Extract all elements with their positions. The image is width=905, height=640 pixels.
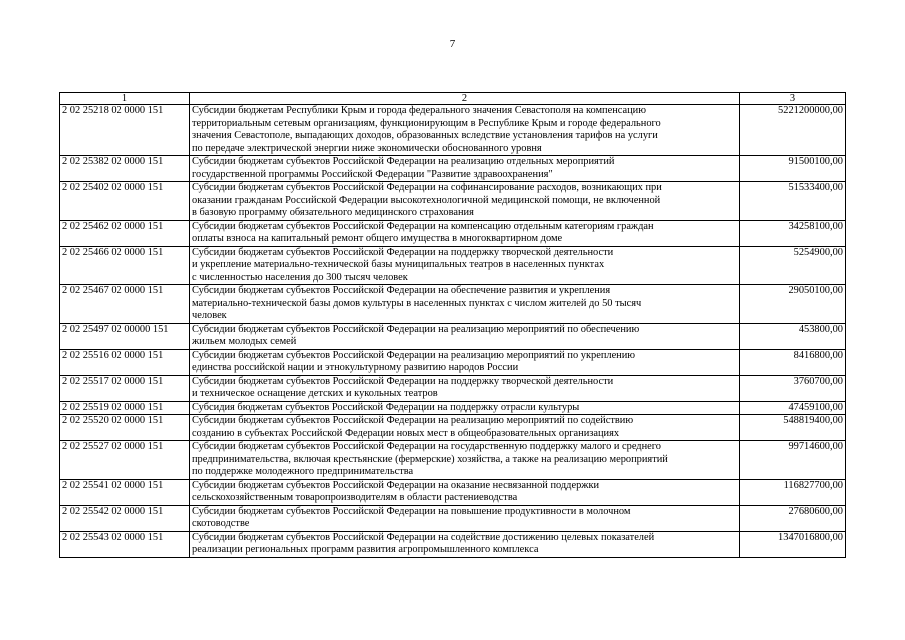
table-row: [60, 156, 846, 182]
row-amount: 116827700,00: [740, 479, 846, 505]
row-code: 2 02 25402 02 0000 151: [60, 182, 190, 221]
row-amount: 5221200000,00: [740, 105, 846, 156]
row-name: Субсидии бюджетам субъектов Российской Федерации на повышение продуктивности в молочном скотоводстве: [190, 505, 740, 531]
row-code: 2 02 25462 02 0000 151: [60, 220, 190, 246]
row-amount: 27680600,00: [740, 505, 846, 531]
row-amount: 453800,00: [740, 323, 846, 349]
row-name: Субсидии бюджетам субъектов Российской Федерации на софинансирование расходов, возникающих при оказании гражданам Российской Федерации высокотехнологичной медицинской помощи, не включенной в базовую программу обязательного медицинского страхования: [190, 182, 740, 221]
row-name: Субсидии бюджетам субъектов Российской Федерации на оказание несвязанной поддержки сельскохозяйственным товаропроизводителям в области растениеводства: [190, 479, 740, 505]
row-amount: 5254900,00: [740, 246, 846, 285]
table-row: [60, 349, 846, 375]
row-code: 2 02 25467 02 0000 151: [60, 285, 190, 324]
row-name: Субсидии бюджетам субъектов Российской Федерации на реализацию мероприятий по содействию созданию в субъектах Российской Федерации новых мест в общеобразовательных организациях: [190, 415, 740, 441]
row-code: 2 02 25382 02 0000 151: [60, 156, 190, 182]
row-amount: 91500100,00: [740, 156, 846, 182]
table-row: [60, 323, 846, 349]
table-row: [60, 375, 846, 401]
row-name: Субсидии бюджетам субъектов Российской Федерации на компенсацию отдельным категориям граждан оплаты взноса на капитальный ремонт общего имущества в многоквартирном доме: [190, 220, 740, 246]
row-amount: 1347016800,00: [740, 531, 846, 557]
row-name: Субсидии бюджетам субъектов Российской Федерации на поддержку творческой деятельности и техническое оснащение детских и кукольных театров: [190, 375, 740, 401]
row-amount: 51533400,00: [740, 182, 846, 221]
revenue-table: [59, 92, 846, 558]
column-header-name: 2: [190, 93, 740, 105]
row-name: Субсидии бюджетам субъектов Российской Федерации на реализацию отдельных мероприятий государственной программы Российской Федерации "Развитие здравоохранения": [190, 156, 740, 182]
row-code: 2 02 25527 02 0000 151: [60, 441, 190, 480]
row-amount: 3760700,00: [740, 375, 846, 401]
page-number: 7: [449, 38, 456, 50]
table-row: [60, 479, 846, 505]
row-code: 2 02 25519 02 0000 151: [60, 401, 190, 415]
table-row: [60, 246, 846, 285]
column-header-code: 1: [60, 93, 190, 105]
row-amount: 8416800,00: [740, 349, 846, 375]
row-name: Субсидия бюджетам субъектов Российской Федерации на поддержку отрасли культуры: [190, 401, 740, 415]
row-name: Субсидии бюджетам субъектов Российской Федерации на содействие достижению целевых показателей реализации региональных программ развития агропромышленного комплекса: [190, 531, 740, 557]
table-row: [60, 401, 846, 415]
row-amount: 99714600,00: [740, 441, 846, 480]
row-name: Субсидии бюджетам Республики Крым и города федерального значения Севастополя на компенсацию территориальным сетевым организациям, функционирующим в Республике Крым и городе федерального значения Севастополе, выпадающих доходов, образованных вследствие установления тарифов на услуги по передаче электрической энергии ниже экономически обоснованного уровня: [190, 105, 740, 156]
row-code: 2 02 25516 02 0000 151: [60, 349, 190, 375]
row-code: 2 02 25541 02 0000 151: [60, 479, 190, 505]
row-code: 2 02 25520 02 0000 151: [60, 415, 190, 441]
row-amount: 34258100,00: [740, 220, 846, 246]
row-name: Субсидии бюджетам субъектов Российской Федерации на поддержку творческой деятельности и укрепление материально-технической базы муниципальных театров в населенных пунктах с численностью населения до 300 тысяч человек: [190, 246, 740, 285]
row-name: Субсидии бюджетам субъектов Российской Федерации на реализацию мероприятий по укреплению единства российской нации и этнокультурному развитию народов России: [190, 349, 740, 375]
row-code: 2 02 25542 02 0000 151: [60, 505, 190, 531]
row-code: 2 02 25497 02 00000 151: [60, 323, 190, 349]
table-row: [60, 220, 846, 246]
table-row: [60, 441, 846, 480]
table-row: [60, 415, 846, 441]
table-header-row: [60, 93, 846, 105]
row-name: Субсидии бюджетам субъектов Российской Федерации на государственную поддержку малого и среднего предпринимательства, включая крестьянские (фермерские) хозяйства, а также на реализацию мероприятий по поддержке молодежного предпринимательства: [190, 441, 740, 480]
row-name: Субсидии бюджетам субъектов Российской Федерации на реализацию мероприятий по обеспечению жильем молодых семей: [190, 323, 740, 349]
table-row: [60, 105, 846, 156]
row-code: 2 02 25218 02 0000 151: [60, 105, 190, 156]
row-code: 2 02 25543 02 0000 151: [60, 531, 190, 557]
table-row: [60, 285, 846, 324]
row-amount: 548819400,00: [740, 415, 846, 441]
row-name: Субсидии бюджетам субъектов Российской Федерации на обеспечение развития и укрепления материально-технической базы домов культуры в населенных пунктах с числом жителей до 50 тысяч человек: [190, 285, 740, 324]
table-row: [60, 505, 846, 531]
row-code: 2 02 25517 02 0000 151: [60, 375, 190, 401]
column-header-amount: 3: [740, 93, 846, 105]
table-row: [60, 182, 846, 221]
row-code: 2 02 25466 02 0000 151: [60, 246, 190, 285]
row-amount: 29050100,00: [740, 285, 846, 324]
row-amount: 47459100,00: [740, 401, 846, 415]
table-row: [60, 531, 846, 557]
